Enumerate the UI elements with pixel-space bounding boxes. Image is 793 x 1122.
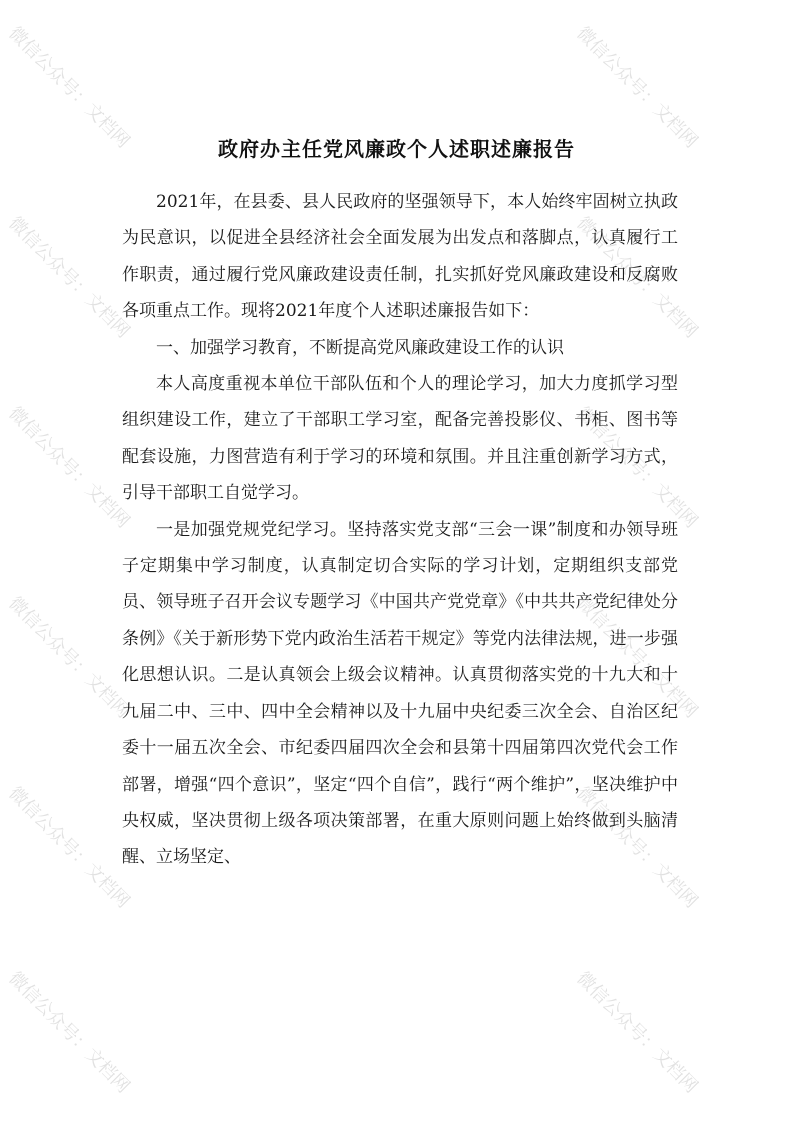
watermark-text: 微信公众号：文档网 [572,592,702,723]
watermark-text: 微信公众号：文档网 [572,212,702,343]
document-body [122,184,678,876]
watermark-text: 微信公众号：文档网 [4,22,134,153]
watermark-text: 微信公众号：文档网 [4,402,134,533]
watermark-text: 微信公众号：文档网 [4,212,134,343]
paragraph-intro: 2021年，在县委、县人民政府的坚强领导下，本人始终牢固树立执政为民意识，以促进全县经济社会全面发展为出发点和落脚点，认真履行工作职责，通过履行党风廉政建设责任制，扎实抓好党风廉政建设和反腐败各项重点工作。现将2021年度个人述职述廉报告如下： [122,192,678,322]
watermark-text: 微信公众号：文档网 [572,402,702,533]
paragraph-study: 本人高度重视本单位干部队伍和个人的理论学习，加大力度抓学习型组织建设工作，建立了干部职工学习室，配备完善投影仪、书柜、图书等配套设施，力图营造有利于学习的环境和氛围。并且注重创新学习方式，引导干部职工自觉学习。 [122,374,678,504]
paragraph-discipline: 一是加强党规党纪学习。坚持落实党支部“三会一课”制度和办领导班子定期集中学习制度，认真制定切合实际的学习计划，定期组织支部党员、领导班子召开会议专题学习《中国共产党党章》《中共共产党纪律处分条例》《关于新形势下党内政治生活若干规定》等党内法律法规，进一步强化思想认识。二是认真领会上级会议精神。认真贯彻落实党的十九大和十九届二中、三中、四中全会精神以及十九届中央纪委三次全会、自治区纪委十一届五次全会、市纪委四届四次全会和县第十四届第四次党代会工作部署，增强“四个意识”，坚定“四个自信”，践行“两个维护”，坚决维护中央权威，坚决贯彻上级各项决策部署，在重大原则问题上始终做到头脑清醒、立场坚定、 [122,519,678,868]
document-title: 政府办主任党风廉政个人述职述廉报告 [218,137,575,161]
watermark-text: 微信公众号：文档网 [572,782,702,913]
watermark-text: 微信公众号：文档网 [572,967,702,1098]
section-heading-1: 一、加强学习教育，不断提高党风廉政建设工作的认识 [156,337,564,358]
watermark-text: 微信公众号：文档网 [572,22,702,153]
watermark-text: 微信公众号：文档网 [4,967,134,1098]
watermark-text: 微信公众号：文档网 [4,782,134,913]
watermark-text: 微信公众号：文档网 [4,592,134,723]
